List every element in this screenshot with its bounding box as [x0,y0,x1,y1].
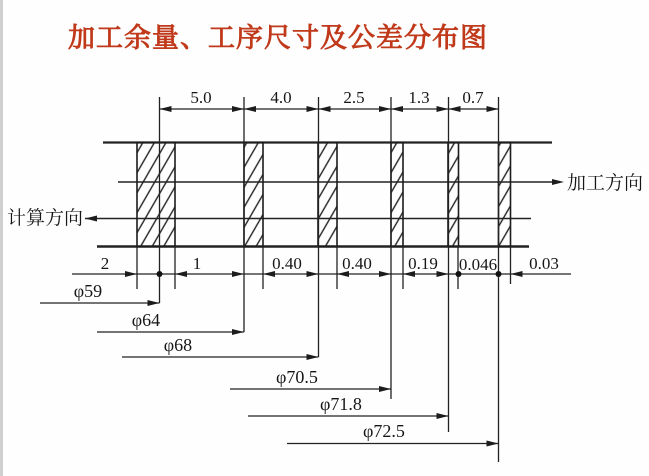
diameter-dimensions [40,281,499,447]
tolerance-zone-4 [391,143,403,247]
diameter-71.8: φ71.8 [320,394,362,414]
allowance-0.03: 0.03 [529,254,559,273]
allowance-0.046: 0.046 [458,255,498,274]
tolerance-zone-2 [244,143,263,247]
tolerance-zones [137,143,511,247]
top-dim-0.7: 0.7 [462,88,484,107]
machining-direction-arrow [552,179,564,185]
tolerance-zone-6 [499,143,511,247]
diameter-72.5: φ72.5 [363,421,405,441]
allowance-0.40b: 0.40 [342,254,372,273]
allowance-0.40a: 0.40 [272,254,302,273]
top-dim-4.0: 4.0 [270,88,292,107]
calculation-direction-label: 计算方向 [6,208,83,229]
diameter-68: φ68 [163,335,193,355]
page-title: 加工余量、工序尺寸及公差分布图 [68,23,488,53]
diameter-70.5: φ70.5 [276,367,318,387]
top-dim-2.5: 2.5 [343,88,365,107]
machining-direction-label: 加工方向 [567,173,644,194]
diameter-64: φ64 [131,310,161,330]
tolerance-zone-5 [448,143,459,247]
top-dimension-chain [160,88,499,112]
tolerance-zone-3 [318,143,337,247]
allowance-0.19: 0.19 [408,254,438,273]
reference-dot-1 [157,271,163,277]
calculation-direction-arrow [85,216,97,222]
allowance-dimension-row [72,254,571,277]
diameter-59: φ59 [73,281,103,301]
tolerance-zone-1 [137,143,175,247]
allowance-2: 2 [100,254,110,273]
top-dim-1.3: 1.3 [408,88,430,107]
top-dim-5.0: 5.0 [190,88,212,107]
allowance-1: 1 [192,254,202,273]
